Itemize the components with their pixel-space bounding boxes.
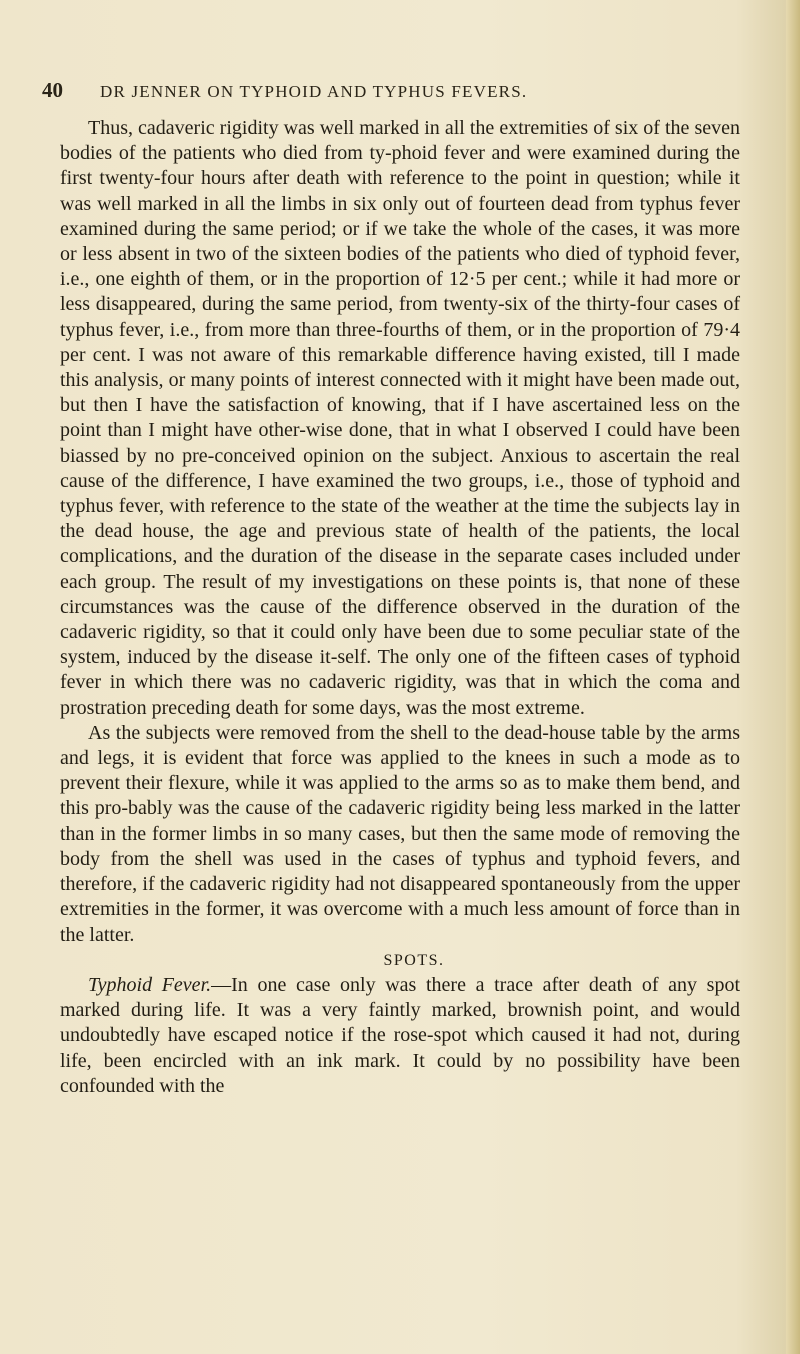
- page-number: 40: [42, 78, 63, 102]
- paragraph-lead: Typhoid Fever.: [88, 973, 212, 996]
- paragraph: Thus, cadaveric rigidity was well marked in all the extremities of six of the seven bodies of the patients who died from ty-phoid fever and were examined during the first twenty-four hours after death with reference to the point in question; while it was well marked in all the limbs in six only out of fourteen dead from typhus fever examined during the same period; or if we take the whole of the cases, it was more or less absent in two of the sixteen bodies of the patients who died of typhoid fever, i.e., one eighth of them, or in the proportion of 12·5 per cent.; while it had more or less disappeared, during the same period, from twenty-six of the thirty-four cases of typhus fever, i.e., from more than three-fourths of them, or in the proportion of 79·4 per cent. I was not aware of this remarkable difference having existed, till I made this analysis, or many points of interest connected with it might have been made out, but then I have the satisfaction of knowing, that if I have ascertained less on the point than I might have other-wise done, that in what I observed I could have been biassed by no pre-conceived opinion on the subject. Anxious to ascertain the real cause of the difference, I have examined the two groups, i.e., those of typhoid and typhus fever, with reference to the state of the weather at the time the subjects lay in the dead house, the age and previous state of health of the patients, the local complications, and the duration of the disease in the separate cases included under each group. The result of my investigations on these points is, that none of these circumstances was the cause of the difference observed in the duration of the cadaveric rigidity, so that it could only have been due to some peculiar state of the system, induced by the disease it-self. The only one of the fifteen cases of typhoid fever in which there was no cadaveric rigidity, was that in which the coma and prostration preceding death for some days, was the most extreme.: [60, 117, 740, 719]
- paragraph: As the subjects were removed from the shell to the dead-house table by the arms and legs, it is evident that force was applied to the knees in such a mode as to prevent their flexure, while it was applied to the arms so as to make them bend, and this pro-bably was the cause of the cadaveric rigidity being less marked in the latter than in the former limbs in so many cases, but then the same mode of removing the body from the shell was used in the cases of typhus and typhoid fevers, and therefore, if the cadaveric rigidity had not disappeared spontaneously from the upper extremities in the former, it was overcome with a much less amount of force than in the latter.: [60, 721, 740, 946]
- page-edge: [786, 0, 800, 1354]
- page-body: [60, 116, 740, 1099]
- running-head: DR JENNER ON TYPHOID AND TYPHUS FEVERS.: [100, 82, 528, 101]
- section-heading: SPOTS.: [383, 951, 445, 969]
- paragraph-text: —In one case only was there a trace after death of any spot marked during life. It was a very faintly marked, brownish point, and would undoubtedly have escaped notice if the rose-spot which caused it had not, during life, been encircled with an ink mark. It could by no possibility have been confounded with the: [60, 973, 740, 1097]
- paragraph: [60, 973, 740, 1099]
